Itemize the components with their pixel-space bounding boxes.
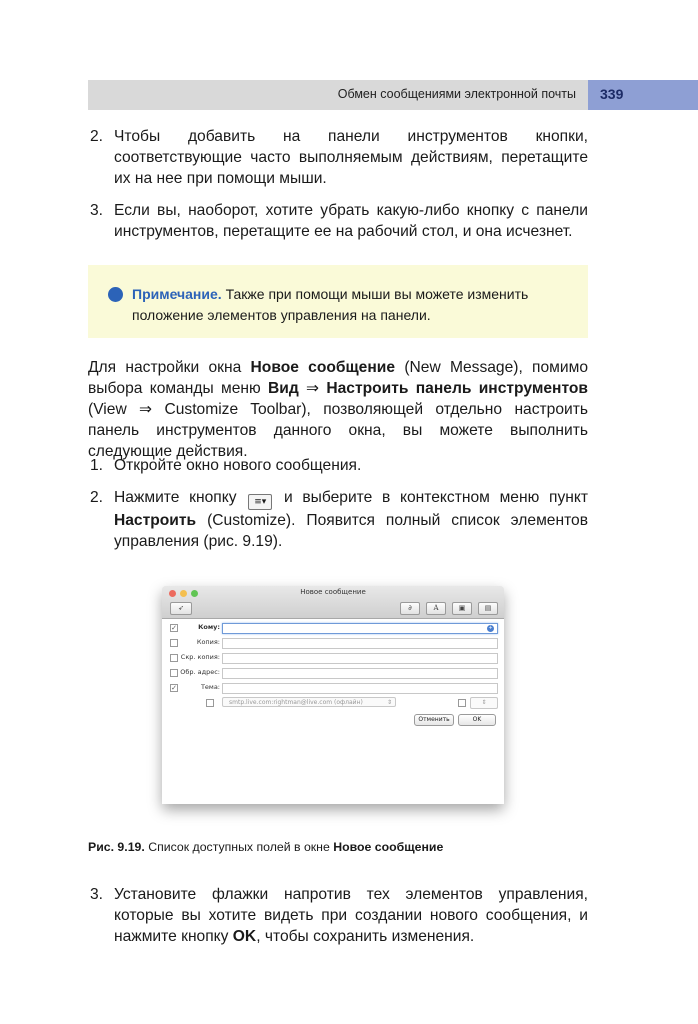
list-number: 2. bbox=[90, 128, 104, 145]
running-header bbox=[88, 80, 588, 110]
list-item bbox=[90, 884, 588, 947]
page-number-box bbox=[588, 80, 698, 110]
bold-run: Настроить панель инструментов bbox=[326, 380, 588, 397]
page-number: 339 bbox=[600, 86, 624, 102]
text-run: Для настройки окна bbox=[88, 359, 251, 376]
list-text bbox=[114, 884, 588, 947]
new-message-window bbox=[162, 586, 504, 804]
text-run: (Customize). Появится полный список элементов управления (рис. 9.19). bbox=[114, 512, 588, 550]
text-run: (New Message), помимо выбора команды меню bbox=[88, 359, 588, 397]
list-number: 3. bbox=[90, 886, 104, 903]
caption-text: Список доступных полей в окне bbox=[144, 840, 334, 854]
subject-input[interactable] bbox=[222, 683, 498, 694]
text-run: Установите флажки напротив тех элементов управления, которые вы хотите видеть при создании нового сообщения, и нажмите кнопку bbox=[114, 886, 588, 945]
field-row-reply-to bbox=[162, 668, 504, 680]
field-label: Скр. копия: bbox=[180, 653, 220, 661]
cancel-button[interactable]: Отменить bbox=[414, 714, 454, 726]
list-item bbox=[90, 126, 588, 189]
list-item bbox=[90, 455, 588, 476]
priority-checkbox[interactable] bbox=[458, 699, 466, 707]
bold-run: OK bbox=[232, 928, 257, 945]
list-number: 1. bbox=[90, 457, 104, 474]
list-item bbox=[90, 487, 588, 552]
ok-button[interactable]: OK bbox=[458, 714, 496, 726]
list-number: 2. bbox=[90, 489, 104, 506]
format-menu-icon: ≡▾ bbox=[248, 494, 272, 510]
account-row bbox=[206, 697, 496, 709]
account-value: smtp.live.com:rightman@live.com (офлайн) bbox=[229, 699, 363, 706]
field-label: Кому: bbox=[198, 623, 220, 631]
list-number: 3. bbox=[90, 202, 104, 219]
add-contact-icon[interactable]: + bbox=[488, 625, 493, 631]
field-checkbox[interactable]: ✓ bbox=[171, 624, 177, 632]
account-checkbox[interactable] bbox=[206, 699, 214, 707]
reply-to-input[interactable] bbox=[222, 668, 498, 679]
list-text: Если вы, наоборот, хотите убрать какую-либо кнопку с панели инструментов, перетащите ее на рабочий стол, и она исчезнет. bbox=[114, 202, 588, 240]
text-run: , чтобы сохранить изменения. bbox=[256, 928, 475, 945]
list-text: Чтобы добавить на панели инструментов кнопки, соответствующие часто выполняемым действиям, перетащите их на нее при помощи мыши. bbox=[114, 128, 588, 187]
window-titlebar bbox=[162, 586, 504, 619]
window-title: Новое сообщение bbox=[300, 588, 366, 596]
field-label: Тема: bbox=[200, 683, 220, 691]
body-paragraph bbox=[88, 357, 588, 462]
bold-run: Новое сообщение bbox=[250, 359, 396, 376]
account-select[interactable] bbox=[222, 697, 396, 707]
field-row-bcc bbox=[162, 653, 504, 665]
text-run: Нажмите кнопку bbox=[114, 489, 237, 506]
list-item bbox=[90, 200, 588, 242]
priority-select[interactable]: ⇕ bbox=[470, 697, 498, 709]
note-text bbox=[132, 284, 564, 326]
attach-icon[interactable]: ∂ bbox=[400, 602, 420, 615]
to-input[interactable] bbox=[222, 623, 498, 634]
note-bullet-icon bbox=[108, 287, 123, 302]
field-checkbox[interactable]: ✓ bbox=[171, 684, 177, 692]
list-text bbox=[114, 487, 588, 552]
field-row-cc bbox=[162, 638, 504, 650]
field-row-subject bbox=[162, 683, 504, 695]
photo-icon[interactable]: ▣ bbox=[452, 602, 472, 615]
field-checkbox[interactable] bbox=[170, 669, 178, 677]
font-icon[interactable]: A bbox=[426, 602, 446, 615]
caption-bold: Новое сообщение bbox=[333, 840, 444, 854]
template-icon[interactable]: ▤ bbox=[478, 602, 498, 615]
chevron-updown-icon: ⇕ bbox=[386, 699, 392, 706]
text-run: (View ⇒ Customize Toolbar), позволяющей отдельно настроить панель инструментов данного окна, вы можете выполнить следующие действия. bbox=[88, 401, 588, 460]
field-label: Копия: bbox=[196, 638, 220, 646]
text-run: и выберите в контекстном меню пункт bbox=[283, 489, 588, 506]
menu-arrow: ⇒ bbox=[298, 380, 327, 397]
caption-label: Рис. 9.19. bbox=[88, 840, 145, 854]
message-fields bbox=[162, 619, 504, 804]
send-icon[interactable]: ➶ bbox=[170, 602, 192, 615]
cc-input[interactable] bbox=[222, 638, 498, 649]
field-checkbox[interactable] bbox=[170, 639, 178, 647]
note-box bbox=[88, 265, 588, 338]
figure-caption bbox=[88, 839, 588, 855]
bold-run: Настроить bbox=[114, 512, 197, 529]
list-text: Откройте окно нового сообщения. bbox=[114, 457, 362, 474]
bcc-input[interactable] bbox=[222, 653, 498, 664]
note-body: Также при помощи мыши вы можете изменить положение элементов управления на панели. bbox=[132, 286, 529, 323]
bold-run: Вид bbox=[267, 380, 299, 397]
field-label: Обр. адрес: bbox=[180, 668, 220, 676]
field-checkbox[interactable] bbox=[170, 654, 178, 662]
field-row-to bbox=[162, 623, 504, 635]
section-title: Обмен сообщениями электронной почты bbox=[337, 87, 576, 101]
note-label: Примечание. bbox=[132, 286, 222, 302]
